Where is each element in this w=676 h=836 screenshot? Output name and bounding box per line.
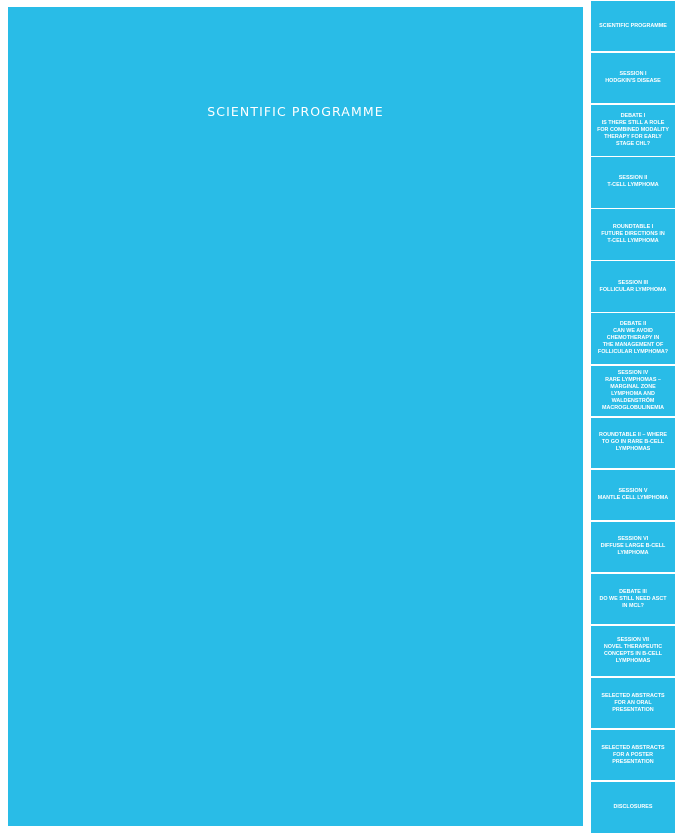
- nav-item-label: SESSION III FOLLICULAR LYMPHOMA: [599, 279, 667, 293]
- nav-item-label: SELECTED ABSTRACTS FOR AN ORAL PRESENTATION: [601, 692, 665, 713]
- page-title: SCIENTIFIC PROGRAMME: [207, 104, 384, 119]
- nav-item-label: ROUNDTABLE I FUTURE DIRECTIONS IN T-CELL LYMPHOMA: [601, 224, 665, 244]
- nav-item-debate-1[interactable]: [591, 105, 675, 155]
- nav-item-session-7[interactable]: [591, 626, 675, 676]
- nav-item-debate-2[interactable]: [591, 313, 675, 363]
- nav-item-label: SCIENTIFIC PROGRAMME: [599, 22, 667, 29]
- section-navigation: [591, 1, 675, 835]
- nav-item-label: DEBATE II CAN WE AVOID CHEMOTHERAPY IN THE MANAGEMENT OF FOLLICULAR LYMPHOMA?: [597, 321, 669, 356]
- nav-item-session-5[interactable]: [591, 470, 675, 520]
- nav-item-session-6[interactable]: [591, 522, 675, 572]
- nav-item-label: SESSION VII NOVEL THERAPEUTIC CONCEPTS IN B-CELL LYMPHOMAS: [603, 637, 663, 665]
- nav-item-label: DISCLOSURES: [613, 803, 653, 810]
- nav-item-roundtable-1[interactable]: [591, 209, 675, 259]
- main-content-panel: [8, 7, 583, 826]
- nav-item-label: SESSION II T-CELL LYMPHOMA: [607, 175, 659, 189]
- nav-item-session-1[interactable]: [591, 53, 675, 103]
- nav-item-label: SELECTED ABSTRACTS FOR A POSTER PRESENTATION: [601, 744, 665, 765]
- nav-item-disclosures[interactable]: [591, 782, 675, 832]
- nav-item-poster-abstracts[interactable]: [591, 730, 675, 780]
- nav-item-label: DEBATE III DO WE STILL NEED ASCT IN MCL?: [599, 588, 667, 609]
- nav-item-label: SESSION V MANTLE CELL LYMPHOMA: [597, 487, 669, 501]
- nav-item-oral-abstracts[interactable]: [591, 678, 675, 728]
- nav-item-session-3[interactable]: [591, 261, 675, 311]
- nav-item-session-4[interactable]: [591, 366, 675, 416]
- nav-item-label: ROUNDTABLE II – WHERE TO GO IN RARE B-CELL LYMPHOMAS: [599, 432, 667, 453]
- nav-item-label: DEBATE I IS THERE STILL A ROLE FOR COMBINED MODALITY THERAPY FOR EARLY STAGE CHL?: [597, 112, 669, 147]
- nav-item-session-2[interactable]: [591, 157, 675, 207]
- nav-item-scientific-programme[interactable]: [591, 1, 675, 51]
- nav-item-label: SESSION VI DIFFUSE LARGE B-CELL LYMPHOMA: [600, 536, 666, 557]
- nav-item-label: SESSION I HODGKIN'S DISEASE: [605, 71, 661, 85]
- nav-item-debate-3[interactable]: [591, 574, 675, 624]
- nav-item-label: SESSION IV RARE LYMPHOMAS – MARGINAL ZONE LYMPHOMA AND WALDENSTRÖM MACROGLOBULINEMIA: [602, 369, 664, 411]
- nav-item-roundtable-2[interactable]: [591, 418, 675, 468]
